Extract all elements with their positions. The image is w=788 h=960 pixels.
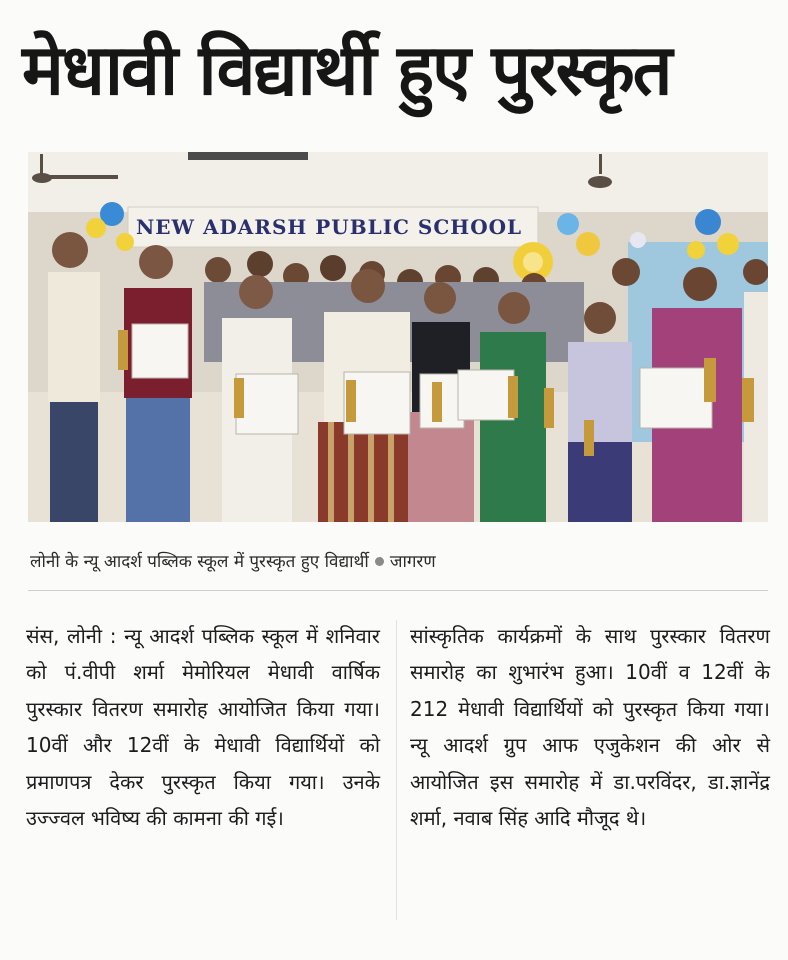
caption-credit: जागरण [389, 552, 436, 572]
bullet-dot [375, 557, 384, 566]
photo-caption [30, 549, 770, 575]
body-column-right: सांस्कृतिक कार्यक्रमों के साथ पुरस्कार वितरण समारोह का शुभारंभ हुआ। 10वीं व 12वीं के 212 मेधावी विद्यार्थियों को पुरस्कृत किया गया। न्यू आदर्श ग्रुप आफ एजुकेशन की ओर से आयोजित इस समारोह में डा.परविंदर, डा.ज्ञानेंद्र शर्मा, नवाब सिंह आदि मौजूद थे। [410, 624, 770, 831]
column-divider [396, 620, 397, 920]
news-photo [28, 152, 768, 522]
caption-text: लोनी के न्यू आदर्श पब्लिक स्कूल में पुरस्कृत हुए विद्यार्थी [30, 552, 369, 572]
caption-rule [28, 590, 768, 591]
headline: मेधावी विद्यार्थी हुए पुरस्कृत [22, 29, 671, 111]
body-column-left: संस, लोनी : न्यू आदर्श पब्लिक स्कूल में शनिवार को पं.वीपी शर्मा मेमोरियल मेधावी वार्षिक पुरस्कार वितरण समारोह आयोजित किया गया। 10वीं और 12वीं के मेधावी विद्यार्थियों को प्रमाणपत्र देकर पुरस्कृत किया गया। उनके उज्ज्वल भविष्य की कामना की गई। [26, 624, 380, 831]
school-banner-text: NEW ADARSH PUBLIC SCHOOL [136, 215, 523, 239]
